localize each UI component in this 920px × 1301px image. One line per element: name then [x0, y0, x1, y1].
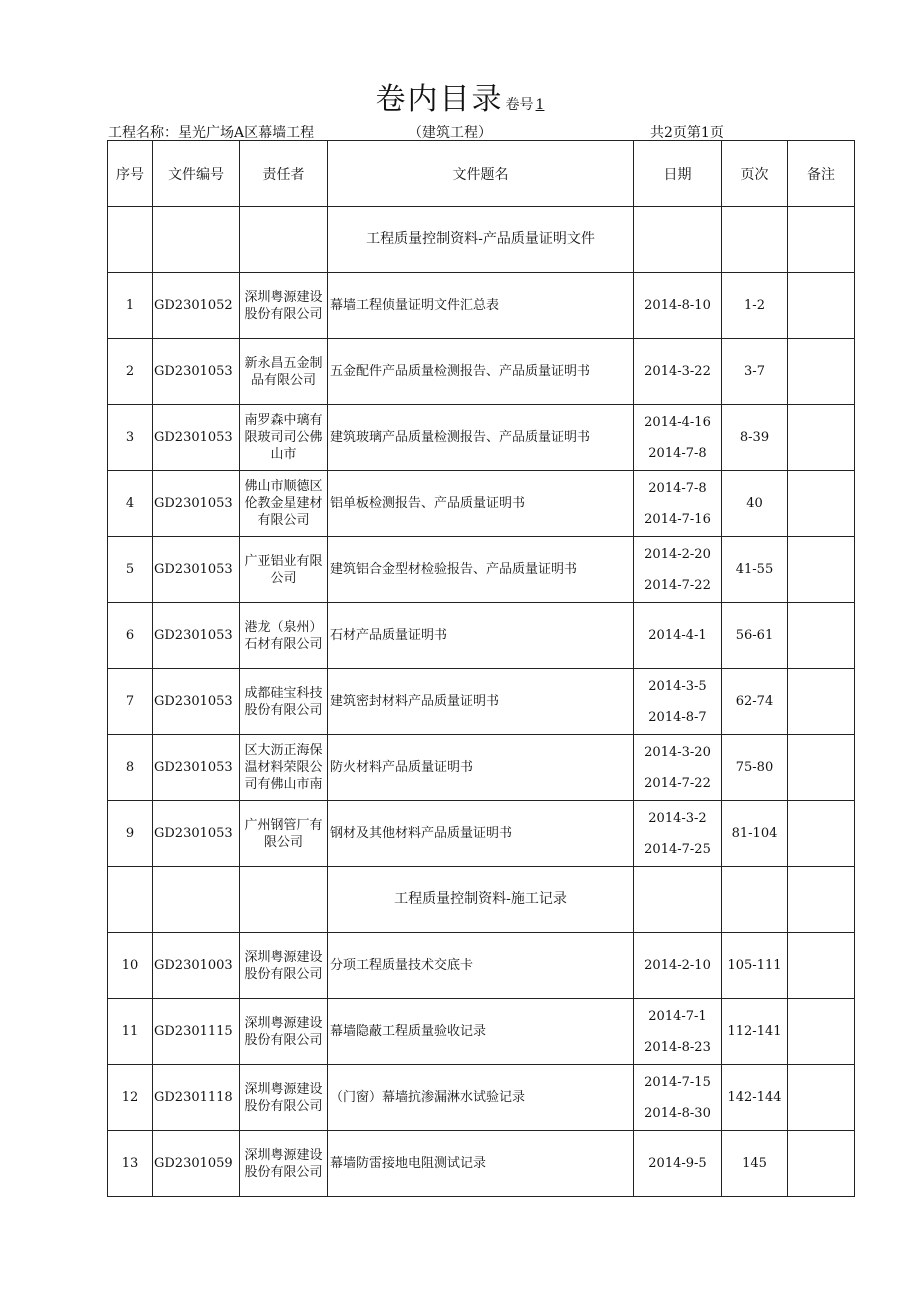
row-number: 9	[108, 801, 153, 867]
remarks	[788, 339, 855, 405]
row-number: 4	[108, 471, 153, 537]
responsible-party: 广州钢管厂有限公司	[240, 801, 328, 867]
remarks	[788, 1131, 855, 1197]
file-code: GD2301053	[153, 405, 240, 471]
file-title: （门窗）幕墙抗渗漏淋水试验记录	[328, 1065, 634, 1131]
project-name: 工程名称：星光广场A区幕墙工程	[108, 125, 315, 141]
file-code: GD2301053	[153, 801, 240, 867]
row-number: 13	[108, 1131, 153, 1197]
column-header: 日期	[634, 141, 722, 207]
empty-cell	[722, 867, 788, 933]
file-title: 幕墙防雷接地电阻测试记录	[328, 1131, 634, 1197]
document-title: 卷内目录	[375, 82, 504, 117]
project-category: （建筑工程）	[408, 125, 492, 141]
section-row	[108, 867, 855, 933]
remarks	[788, 933, 855, 999]
table-row	[108, 1131, 855, 1197]
date-value: 2014-7-22	[644, 577, 711, 593]
date-value: 2014-8-10	[644, 298, 711, 313]
column-header: 文件题名	[328, 141, 634, 207]
date-cell	[634, 273, 722, 339]
page-range: 145	[722, 1131, 788, 1197]
page-count: 共2页第1页	[650, 125, 724, 141]
file-title: 幕墙工程侦量证明文件汇总表	[328, 273, 634, 339]
page-range: 1-2	[722, 273, 788, 339]
date-value: 2014-2-10	[644, 958, 711, 973]
date-value: 2014-3-5	[648, 678, 707, 694]
date-value: 2014-7-8	[648, 445, 707, 461]
table-row	[108, 471, 855, 537]
file-title: 建筑密封材料产品质量证明书	[328, 669, 634, 735]
table-row	[108, 273, 855, 339]
responsible-party: 佛山市顺德区伦教金星建材有限公司	[240, 471, 328, 537]
responsible-party: 深圳粤源建设股份有限公司	[240, 999, 328, 1065]
section-row	[108, 207, 855, 273]
date-cell	[634, 1065, 722, 1131]
section-heading: 工程质量控制资料-施工记录	[328, 867, 634, 933]
responsible-party: 成都硅宝科技股份有限公司	[240, 669, 328, 735]
date-cell	[634, 537, 722, 603]
file-code: GD2301059	[153, 1131, 240, 1197]
file-code: GD2301053	[153, 603, 240, 669]
row-number: 3	[108, 405, 153, 471]
page-range: 112-141	[722, 999, 788, 1065]
row-number: 10	[108, 933, 153, 999]
date-cell	[634, 339, 722, 405]
date-value: 2014-7-25	[644, 841, 711, 857]
file-title: 建筑玻璃产品质量检测报告、产品质量证明书	[328, 405, 634, 471]
column-header: 序号	[108, 141, 153, 207]
responsible-party: 区大沥正海保温材料荣限公司有佛山市南	[240, 735, 328, 801]
volume-number: 1	[535, 97, 545, 113]
table-row	[108, 339, 855, 405]
date-value: 2014-9-5	[648, 1156, 707, 1171]
table-row	[108, 405, 855, 471]
remarks	[788, 471, 855, 537]
page-range: 56-61	[722, 603, 788, 669]
date-cell	[634, 669, 722, 735]
file-title: 钢材及其他材料产品质量证明书	[328, 801, 634, 867]
contents-table	[107, 140, 855, 1197]
header-meta	[108, 122, 868, 140]
column-header: 责任者	[240, 141, 328, 207]
empty-cell	[108, 867, 153, 933]
table-row	[108, 1065, 855, 1131]
file-code: GD2301053	[153, 339, 240, 405]
column-header: 页次	[722, 141, 788, 207]
file-title: 石材产品质量证明书	[328, 603, 634, 669]
file-title: 五金配件产品质量检测报告、产品质量证明书	[328, 339, 634, 405]
file-title: 防火材料产品质量证明书	[328, 735, 634, 801]
responsible-party: 南罗森中璃有限玻司司公佛山市	[240, 405, 328, 471]
table-row	[108, 933, 855, 999]
responsible-party: 深圳粤源建设股份有限公司	[240, 273, 328, 339]
table-row	[108, 999, 855, 1065]
remarks	[788, 603, 855, 669]
remarks	[788, 1065, 855, 1131]
file-code: GD2301003	[153, 933, 240, 999]
empty-cell	[788, 867, 855, 933]
empty-cell	[634, 867, 722, 933]
date-value: 2014-3-20	[644, 744, 711, 760]
empty-cell	[240, 207, 328, 273]
responsible-party: 深圳粤源建设股份有限公司	[240, 933, 328, 999]
table-row	[108, 603, 855, 669]
empty-cell	[722, 207, 788, 273]
page-range: 62-74	[722, 669, 788, 735]
page-range: 81-104	[722, 801, 788, 867]
file-title: 建筑铝合金型材检验报告、产品质量证明书	[328, 537, 634, 603]
empty-cell	[240, 867, 328, 933]
page-range: 75-80	[722, 735, 788, 801]
date-value: 2014-4-16	[644, 414, 711, 430]
date-value: 2014-3-22	[644, 364, 711, 379]
responsible-party: 港龙（泉州）石材有限公司	[240, 603, 328, 669]
column-header: 备注	[788, 141, 855, 207]
date-cell	[634, 471, 722, 537]
row-number: 6	[108, 603, 153, 669]
date-value: 2014-7-16	[644, 511, 711, 527]
table-row	[108, 801, 855, 867]
remarks	[788, 801, 855, 867]
empty-cell	[788, 207, 855, 273]
remarks	[788, 669, 855, 735]
row-number: 11	[108, 999, 153, 1065]
table-row	[108, 735, 855, 801]
date-cell	[634, 603, 722, 669]
page-range: 8-39	[722, 405, 788, 471]
date-value: 2014-7-15	[644, 1074, 711, 1090]
volume-label: 卷号	[505, 97, 534, 113]
table-header-row	[108, 141, 855, 207]
date-value: 2014-7-22	[644, 775, 711, 791]
page-range: 3-7	[722, 339, 788, 405]
file-code: GD2301052	[153, 273, 240, 339]
date-value: 2014-4-1	[648, 628, 707, 643]
table-row	[108, 537, 855, 603]
empty-cell	[634, 207, 722, 273]
empty-cell	[153, 207, 240, 273]
empty-cell	[108, 207, 153, 273]
page-range: 40	[722, 471, 788, 537]
responsible-party: 深圳粤源建设股份有限公司	[240, 1065, 328, 1131]
date-cell	[634, 933, 722, 999]
table-row	[108, 669, 855, 735]
remarks	[788, 273, 855, 339]
date-value: 2014-8-23	[644, 1039, 711, 1055]
row-number: 12	[108, 1065, 153, 1131]
file-title: 铝单板检测报告、产品质量证明书	[328, 471, 634, 537]
date-cell	[634, 1131, 722, 1197]
date-cell	[634, 405, 722, 471]
date-value: 2014-7-1	[648, 1008, 707, 1024]
date-cell	[634, 735, 722, 801]
file-code: GD2301053	[153, 537, 240, 603]
date-value: 2014-8-7	[648, 709, 707, 725]
remarks	[788, 735, 855, 801]
date-cell	[634, 801, 722, 867]
responsible-party: 新永昌五金制品有限公司	[240, 339, 328, 405]
responsible-party: 深圳粤源建设股份有限公司	[240, 1131, 328, 1197]
date-value: 2014-8-30	[644, 1105, 711, 1121]
responsible-party: 广亚铝业有限公司	[240, 537, 328, 603]
row-number: 2	[108, 339, 153, 405]
date-cell	[634, 999, 722, 1065]
row-number: 5	[108, 537, 153, 603]
row-number: 8	[108, 735, 153, 801]
date-value: 2014-7-8	[648, 480, 707, 496]
page-range: 41-55	[722, 537, 788, 603]
date-value: 2014-2-20	[644, 546, 711, 562]
file-code: GD2301053	[153, 669, 240, 735]
file-code: GD2301053	[153, 735, 240, 801]
remarks	[788, 537, 855, 603]
table-body	[108, 207, 855, 1197]
row-number: 1	[108, 273, 153, 339]
file-title: 幕墙隐蔽工程质量验收记录	[328, 999, 634, 1065]
row-number: 7	[108, 669, 153, 735]
column-header: 文件编号	[153, 141, 240, 207]
page-range: 105-111	[722, 933, 788, 999]
file-code: GD2301118	[153, 1065, 240, 1131]
empty-cell	[153, 867, 240, 933]
date-value: 2014-3-2	[648, 810, 707, 826]
section-heading: 工程质量控制资料-产品质量证明文件	[328, 207, 634, 273]
file-title: 分项工程质量技术交底卡	[328, 933, 634, 999]
document-title-block	[0, 74, 920, 118]
file-code: GD2301115	[153, 999, 240, 1065]
file-code: GD2301053	[153, 471, 240, 537]
page-range: 142-144	[722, 1065, 788, 1131]
remarks	[788, 405, 855, 471]
remarks	[788, 999, 855, 1065]
